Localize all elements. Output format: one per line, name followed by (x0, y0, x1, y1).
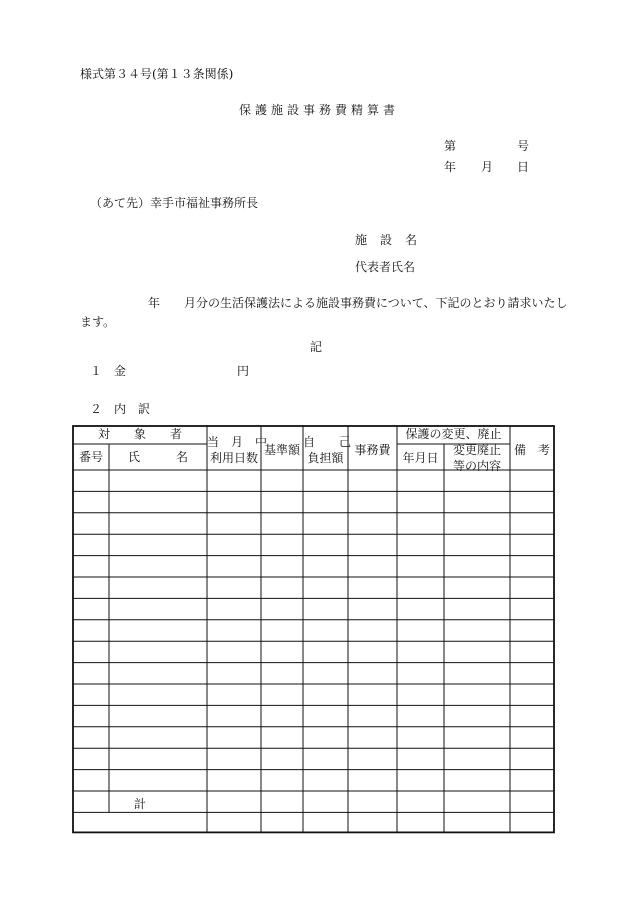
header-name: 氏 名 (127, 450, 188, 464)
document-title: 保護施設事務費精算書 (239, 103, 400, 117)
date-year: 年 (444, 160, 457, 174)
facility-label: 施設名 (355, 233, 431, 247)
header-office: 事務費 (354, 443, 391, 457)
header-remarks: 備 考 (513, 443, 550, 457)
header-days-line2: 利用日数 (209, 451, 258, 465)
ki-label: 記 (310, 340, 323, 354)
body-line-1: 月分の生活保護法による施設事務費について、下記のとおり請求いたし (184, 296, 568, 310)
item2-label: ２ 内 訳 (90, 402, 151, 416)
date-day: 日 (517, 160, 530, 174)
header-self-line1: 自 己 (303, 435, 352, 449)
item1-label: １ 金 (90, 364, 127, 378)
header-base: 基準額 (263, 443, 300, 457)
header-target: 対 象 者 (97, 427, 182, 441)
header-self-line2: 負担額 (307, 451, 344, 465)
header-date: 年月日 (402, 451, 439, 465)
body-line-2: ます。 (80, 315, 116, 329)
date-month: 月 (481, 160, 494, 174)
representative-label: 代表者氏名 (355, 260, 416, 274)
number-label-dai: 第 (444, 139, 457, 153)
table-outer-border (73, 426, 554, 832)
header-change: 保護の変更、廃止 (405, 427, 502, 441)
header-number: 番号 (78, 450, 103, 464)
header-content-line1: 変更廃止 (452, 443, 501, 457)
item1-unit: 円 (237, 364, 250, 378)
header-content-line2: 等の内容 (452, 459, 501, 473)
form-number: 様式第３４号(第１３条関係) (80, 67, 234, 81)
total-label: 計 (133, 797, 146, 811)
body-year: 年 (148, 296, 161, 310)
header-days-line1: 当 月 中 (207, 435, 268, 449)
addressee: （あて先）幸手市福祉事務所長 (90, 196, 259, 210)
number-label-go: 号 (517, 139, 530, 153)
